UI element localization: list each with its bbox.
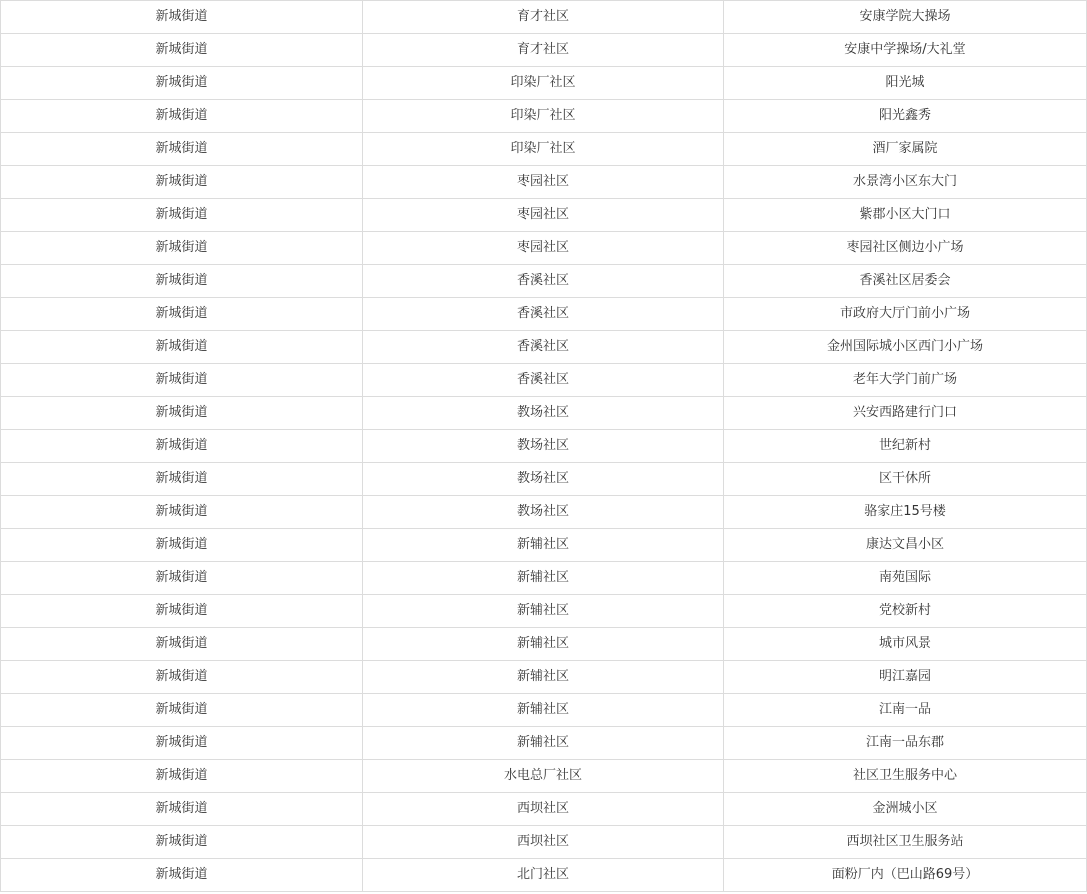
location-cell: 骆家庄15号楼 (724, 496, 1087, 529)
table-row (1, 166, 1087, 199)
location-cell: 城市风景 (724, 628, 1087, 661)
location-cell: 香溪社区居委会 (724, 265, 1087, 298)
table-row (1, 430, 1087, 463)
street-cell: 新城街道 (1, 166, 363, 199)
location-cell: 市政府大厅门前小广场 (724, 298, 1087, 331)
location-cell: 区干休所 (724, 463, 1087, 496)
community-cell: 枣园社区 (363, 166, 724, 199)
street-cell: 新城街道 (1, 628, 363, 661)
community-cell: 印染厂社区 (363, 100, 724, 133)
table-row (1, 232, 1087, 265)
street-cell: 新城街道 (1, 859, 363, 892)
community-cell: 水电总厂社区 (363, 760, 724, 793)
location-cell: 安康中学操场/大礼堂 (724, 34, 1087, 67)
street-cell: 新城街道 (1, 100, 363, 133)
table-row (1, 298, 1087, 331)
table-row (1, 859, 1087, 892)
sites-table-body (1, 1, 1087, 892)
community-cell: 教场社区 (363, 397, 724, 430)
location-cell: 面粉厂内（巴山路69号） (724, 859, 1087, 892)
street-cell: 新城街道 (1, 199, 363, 232)
table-row (1, 595, 1087, 628)
table-row (1, 34, 1087, 67)
street-cell: 新城街道 (1, 793, 363, 826)
location-cell: 阳光城 (724, 67, 1087, 100)
table-row (1, 628, 1087, 661)
community-cell: 香溪社区 (363, 331, 724, 364)
location-cell: 金州国际城小区西门小广场 (724, 331, 1087, 364)
table-row (1, 100, 1087, 133)
community-cell: 育才社区 (363, 1, 724, 34)
table-row (1, 826, 1087, 859)
street-cell: 新城街道 (1, 595, 363, 628)
location-cell: 世纪新村 (724, 430, 1087, 463)
street-cell: 新城街道 (1, 727, 363, 760)
community-cell: 育才社区 (363, 34, 724, 67)
street-cell: 新城街道 (1, 562, 363, 595)
community-cell: 香溪社区 (363, 298, 724, 331)
community-cell: 新辅社区 (363, 628, 724, 661)
location-cell: 兴安西路建行门口 (724, 397, 1087, 430)
street-cell: 新城街道 (1, 694, 363, 727)
community-cell: 西坝社区 (363, 793, 724, 826)
location-cell: 枣园社区侧边小广场 (724, 232, 1087, 265)
community-cell: 香溪社区 (363, 364, 724, 397)
community-cell: 印染厂社区 (363, 133, 724, 166)
street-cell: 新城街道 (1, 661, 363, 694)
location-cell: 老年大学门前广场 (724, 364, 1087, 397)
street-cell: 新城街道 (1, 463, 363, 496)
table-row (1, 793, 1087, 826)
community-cell: 西坝社区 (363, 826, 724, 859)
table-row (1, 67, 1087, 100)
community-cell: 枣园社区 (363, 199, 724, 232)
table-row (1, 760, 1087, 793)
street-cell: 新城街道 (1, 397, 363, 430)
table-row (1, 496, 1087, 529)
community-cell: 新辅社区 (363, 694, 724, 727)
location-cell: 金洲城小区 (724, 793, 1087, 826)
location-cell: 江南一品东郡 (724, 727, 1087, 760)
location-cell: 明江嘉园 (724, 661, 1087, 694)
street-cell: 新城街道 (1, 331, 363, 364)
community-cell: 枣园社区 (363, 232, 724, 265)
table-row (1, 661, 1087, 694)
street-cell: 新城街道 (1, 265, 363, 298)
location-cell: 康达文昌小区 (724, 529, 1087, 562)
location-cell: 党校新村 (724, 595, 1087, 628)
location-cell: 酒厂家属院 (724, 133, 1087, 166)
table-row (1, 562, 1087, 595)
street-cell: 新城街道 (1, 496, 363, 529)
street-cell: 新城街道 (1, 298, 363, 331)
community-cell: 新辅社区 (363, 595, 724, 628)
table-row (1, 199, 1087, 232)
community-cell: 北门社区 (363, 859, 724, 892)
location-cell: 江南一品 (724, 694, 1087, 727)
location-cell: 安康学院大操场 (724, 1, 1087, 34)
community-cell: 新辅社区 (363, 529, 724, 562)
table-row (1, 727, 1087, 760)
community-cell: 印染厂社区 (363, 67, 724, 100)
community-cell: 新辅社区 (363, 727, 724, 760)
street-cell: 新城街道 (1, 133, 363, 166)
community-cell: 教场社区 (363, 463, 724, 496)
street-cell: 新城街道 (1, 529, 363, 562)
street-cell: 新城街道 (1, 364, 363, 397)
community-cell: 香溪社区 (363, 265, 724, 298)
table-row (1, 1, 1087, 34)
community-cell: 新辅社区 (363, 661, 724, 694)
location-cell: 南苑国际 (724, 562, 1087, 595)
street-cell: 新城街道 (1, 430, 363, 463)
location-cell: 社区卫生服务中心 (724, 760, 1087, 793)
community-cell: 教场社区 (363, 430, 724, 463)
street-cell: 新城街道 (1, 67, 363, 100)
table-row (1, 364, 1087, 397)
street-cell: 新城街道 (1, 1, 363, 34)
table-row (1, 331, 1087, 364)
table-row (1, 529, 1087, 562)
table-row (1, 463, 1087, 496)
community-cell: 教场社区 (363, 496, 724, 529)
table-row (1, 694, 1087, 727)
location-cell: 西坝社区卫生服务站 (724, 826, 1087, 859)
table-row (1, 265, 1087, 298)
location-cell: 紫郡小区大门口 (724, 199, 1087, 232)
table-row (1, 397, 1087, 430)
location-cell: 水景湾小区东大门 (724, 166, 1087, 199)
street-cell: 新城街道 (1, 826, 363, 859)
street-cell: 新城街道 (1, 232, 363, 265)
location-cell: 阳光鑫秀 (724, 100, 1087, 133)
community-cell: 新辅社区 (363, 562, 724, 595)
street-cell: 新城街道 (1, 34, 363, 67)
street-cell: 新城街道 (1, 760, 363, 793)
table-row (1, 133, 1087, 166)
